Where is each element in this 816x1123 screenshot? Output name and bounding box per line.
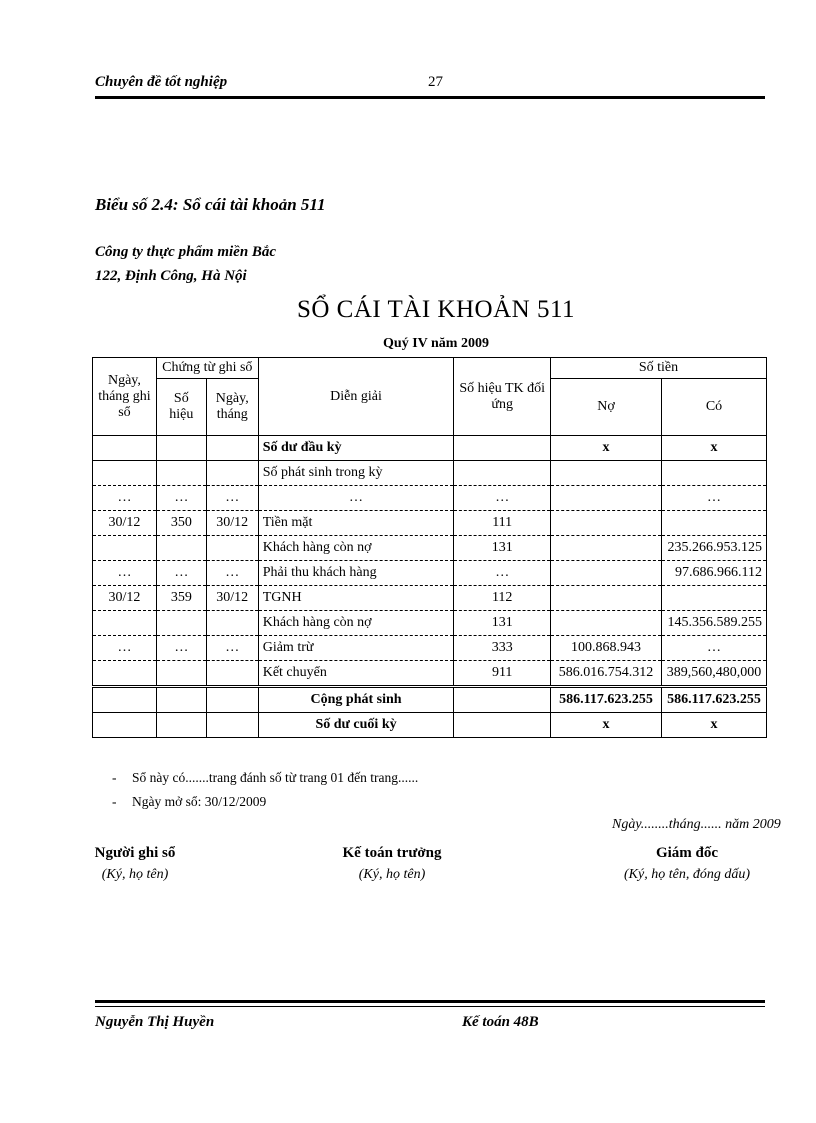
page-number: 27 (428, 74, 443, 90)
company-block (95, 240, 276, 288)
cell-description: Giảm trừ (258, 636, 454, 661)
cell-account: … (454, 561, 551, 586)
cell-account: 111 (454, 511, 551, 536)
signature-role: Kế toán trưởng (342, 845, 442, 861)
cell-description: Phải thu khách hàng (258, 561, 454, 586)
cell-account: 131 (454, 611, 551, 636)
total-row (93, 687, 767, 713)
cell-debit (551, 486, 662, 511)
cell-voucher-date (206, 536, 258, 561)
closing-debit: x (551, 713, 662, 738)
cell-account: 112 (454, 586, 551, 611)
opening-balance-row (93, 436, 767, 461)
cell-credit: 235.266.953.125 (661, 536, 766, 561)
cell-voucher-date: 30/12 (206, 511, 258, 536)
col-voucher-no-header: Số hiệu (156, 379, 206, 436)
table-row (93, 486, 767, 511)
cell-credit (661, 586, 766, 611)
signature-role: Giám đốc (655, 845, 719, 861)
cell-voucher-date (206, 661, 258, 687)
cell-voucher-no (156, 661, 206, 687)
col-credit-header: Có (661, 379, 766, 436)
note-item: - Sổ này có.......trang đánh số từ trang 01 đến trang...... (112, 770, 419, 785)
cell-credit: 97.686.966.112 (661, 561, 766, 586)
closing-balance-row (93, 713, 767, 738)
cell-description: Tiền mặt (258, 511, 454, 536)
signature-role: Người ghi sổ (94, 845, 176, 861)
cell-date: 30/12 (93, 586, 157, 611)
table-row (93, 511, 767, 536)
cell-account: 911 (454, 661, 551, 687)
cell-description: Khách hàng còn nợ (258, 611, 454, 636)
cell-voucher-no: … (156, 561, 206, 586)
opening-credit: x (661, 436, 766, 461)
cell-voucher-date: … (206, 561, 258, 586)
signature-hint: (Ký, họ tên, đóng dấu) (624, 867, 750, 882)
note-item: - Ngày mở sổ: 30/12/2009 (112, 794, 267, 809)
footer-author: Nguyễn Thị Huyền (95, 1014, 215, 1030)
header-row (93, 358, 767, 379)
cell-date: 30/12 (93, 511, 157, 536)
cell-account: 333 (454, 636, 551, 661)
opening-debit: x (551, 436, 662, 461)
cell-credit (661, 461, 766, 486)
table-row (93, 561, 767, 586)
cell-voucher-no: 350 (156, 511, 206, 536)
cell-description: … (258, 486, 454, 511)
col-date-header: Ngày, tháng ghi sổ (93, 358, 157, 436)
cell-account: 131 (454, 536, 551, 561)
signature-director (612, 845, 762, 883)
note-text: Sổ này có.......trang đánh số từ trang 01 đến trang...... (132, 770, 419, 785)
cell-credit: … (661, 636, 766, 661)
header-title: Chuyên đề tốt nghiệp (95, 74, 228, 90)
company-address: 122, Định Công, Hà Nội (95, 268, 247, 284)
total-label: Cộng phát sinh (258, 687, 454, 713)
table-row (93, 636, 767, 661)
total-credit: 586.117.623.255 (661, 687, 766, 713)
cell-debit (551, 586, 662, 611)
signature-chief-accountant (322, 845, 462, 883)
cell-account (454, 461, 551, 486)
table-row (93, 661, 767, 687)
col-debit-header: Nợ (551, 379, 662, 436)
col-voucher-date-header: Ngày, tháng (206, 379, 258, 436)
cell-voucher-no (156, 461, 206, 486)
cell-credit: … (661, 486, 766, 511)
notes (112, 766, 418, 814)
table-row (93, 611, 767, 636)
cell-date: … (93, 561, 157, 586)
cell-date (93, 611, 157, 636)
cell-voucher-no: … (156, 636, 206, 661)
company-name: Công ty thực phẩm miền Bắc (95, 244, 277, 260)
cell-voucher-no (156, 536, 206, 561)
cell-date (93, 536, 157, 561)
cell-debit: 100.868.943 (551, 636, 662, 661)
cell-voucher-date (206, 461, 258, 486)
cell-account: … (454, 486, 551, 511)
cell-description: TGNH (258, 586, 454, 611)
cell-description: Khách hàng còn nợ (258, 536, 454, 561)
cell-date: … (93, 486, 157, 511)
cell-date (93, 661, 157, 687)
footer-class: Kế toán 48B (462, 1014, 539, 1030)
cell-credit: 389,560,480,000 (661, 661, 766, 687)
ledger-table (92, 357, 767, 738)
cell-voucher-no (156, 611, 206, 636)
col-account-header: Số hiệu TK đối ứng (454, 358, 551, 436)
cell-voucher-date: … (206, 486, 258, 511)
signature-hint: (Ký, họ tên) (358, 867, 426, 882)
cell-description: Kết chuyển (258, 661, 454, 687)
cell-debit (551, 561, 662, 586)
cell-voucher-no: … (156, 486, 206, 511)
cell-debit (551, 611, 662, 636)
col-amount-header: Số tiền (551, 358, 767, 379)
col-voucher-header: Chứng từ ghi sổ (156, 358, 258, 379)
cell-date (93, 461, 157, 486)
note-text: Ngày mở sổ: 30/12/2009 (132, 794, 267, 809)
cell-voucher-no: 359 (156, 586, 206, 611)
opening-label: Số dư đầu kỳ (258, 436, 454, 461)
ledger-title: SỔ CÁI TÀI KHOẢN 511 (296, 296, 576, 323)
footer-rule-thin (95, 1006, 765, 1007)
table-row (93, 536, 767, 561)
signature-recorder (70, 845, 200, 883)
closing-label: Số dư cuối kỳ (258, 713, 454, 738)
cell-voucher-date: 30/12 (206, 586, 258, 611)
closing-credit: x (661, 713, 766, 738)
signature-hint: (Ký, họ tên) (101, 867, 169, 882)
cell-debit (551, 511, 662, 536)
header-rule (95, 96, 765, 99)
cell-debit (551, 536, 662, 561)
total-debit: 586.117.623.255 (551, 687, 662, 713)
table-row (93, 586, 767, 611)
date-line: Ngày........tháng...... năm 2009 (612, 817, 781, 832)
cell-voucher-date: … (206, 636, 258, 661)
table-row (93, 461, 767, 486)
cell-debit: 586.016.754.312 (551, 661, 662, 687)
cell-date: … (93, 636, 157, 661)
cell-debit (551, 461, 662, 486)
cell-description: Số phát sinh trong kỳ (258, 461, 454, 486)
col-description-header: Diễn giải (258, 358, 454, 436)
cell-voucher-date (206, 611, 258, 636)
cell-credit: 145.356.589.255 (661, 611, 766, 636)
figure-title: Biểu số 2.4: Sổ cái tài khoản 511 (95, 195, 326, 214)
ledger-subtitle: Quý IV năm 2009 (383, 336, 489, 351)
footer-rule (95, 1000, 765, 1003)
cell-credit (661, 511, 766, 536)
